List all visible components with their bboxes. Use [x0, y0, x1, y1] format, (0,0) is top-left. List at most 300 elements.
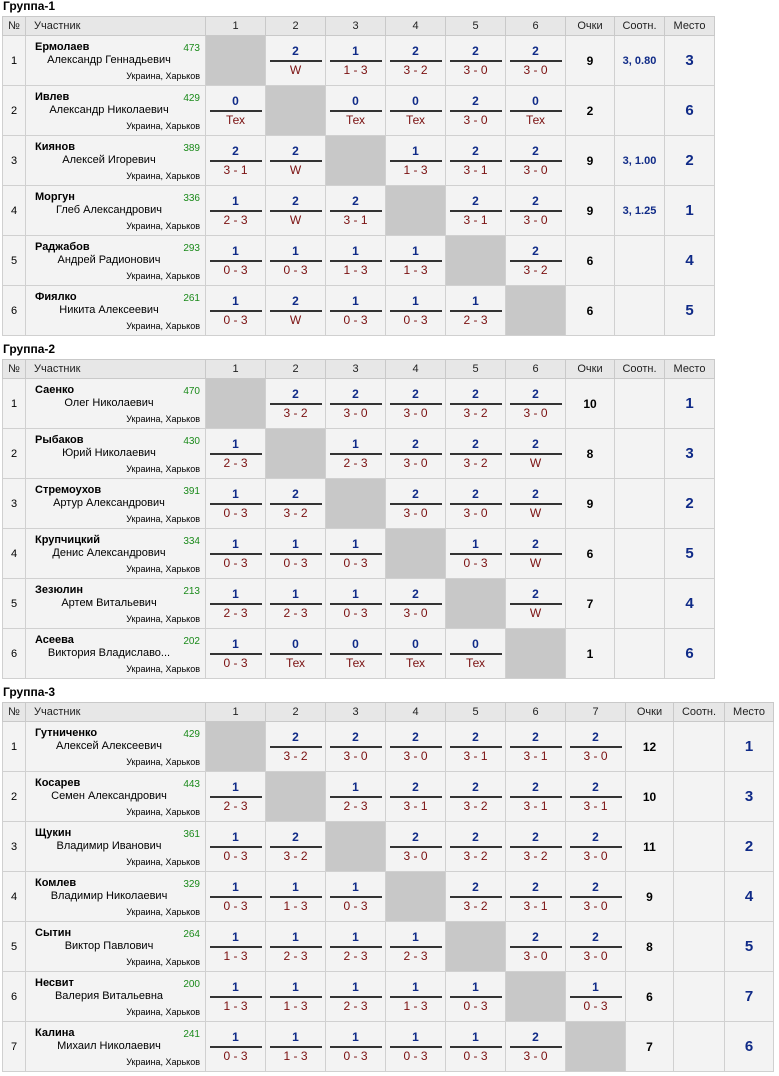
- match-cell[interactable]: [446, 36, 506, 86]
- match-score: 0 - 3: [223, 849, 248, 863]
- match-score: 1 - 3: [403, 999, 428, 1013]
- player-cell[interactable]: [26, 529, 206, 579]
- header-row: [3, 360, 715, 379]
- score-divider: [330, 603, 382, 605]
- player-last-name[interactable]: Комлев: [35, 877, 77, 889]
- match-cell[interactable]: [266, 972, 326, 1022]
- self-match-cell: [506, 972, 566, 1022]
- player-last-name[interactable]: Фиялко: [35, 291, 77, 303]
- match-score: 3 - 2: [463, 456, 488, 470]
- match-points: 1: [232, 830, 239, 844]
- match-cell[interactable]: [506, 379, 566, 429]
- match-cell[interactable]: [566, 922, 626, 972]
- match-cell[interactable]: [266, 186, 326, 236]
- player-rating: 241: [183, 1029, 200, 1040]
- match-cell[interactable]: [206, 529, 266, 579]
- match-cell[interactable]: [446, 872, 506, 922]
- score-divider: [390, 260, 442, 262]
- player-last-name[interactable]: Несвит: [35, 977, 74, 989]
- player-last-name[interactable]: Раджабов: [35, 241, 90, 253]
- match-cell[interactable]: [386, 136, 446, 186]
- player-cell[interactable]: [26, 972, 206, 1022]
- player-cell[interactable]: [26, 1022, 206, 1072]
- player-cell[interactable]: [26, 922, 206, 972]
- match-score: Тех: [345, 656, 366, 670]
- player-rating: 429: [183, 93, 200, 104]
- score-divider: [210, 653, 262, 655]
- match-cell[interactable]: [506, 922, 566, 972]
- match-points: 2: [532, 437, 539, 451]
- table-row: [3, 479, 715, 529]
- match-score: 3 - 0: [403, 456, 428, 470]
- row-number: 6: [3, 629, 26, 679]
- match-points: 2: [532, 194, 539, 208]
- match-score: W: [529, 606, 542, 620]
- match-score: 3 - 2: [463, 406, 488, 420]
- match-score: 2 - 3: [463, 313, 488, 327]
- match-cell[interactable]: [446, 529, 506, 579]
- score-divider: [390, 796, 442, 798]
- score-divider: [450, 110, 502, 112]
- self-match-cell: [446, 922, 506, 972]
- match-cell[interactable]: [386, 86, 446, 136]
- match-cell[interactable]: [566, 822, 626, 872]
- total-points: 8: [626, 922, 674, 972]
- match-score: 0 - 3: [283, 263, 308, 277]
- match-score: 3 - 2: [523, 849, 548, 863]
- match-cell[interactable]: [326, 972, 386, 1022]
- match-cell[interactable]: [506, 822, 566, 872]
- table-row: [3, 1022, 774, 1072]
- match-cell[interactable]: [506, 479, 566, 529]
- player-last-name[interactable]: Щукин: [35, 827, 72, 839]
- row-number: 3: [3, 822, 26, 872]
- match-cell[interactable]: [326, 722, 386, 772]
- score-divider: [390, 310, 442, 312]
- match-result: [266, 930, 325, 963]
- score-divider: [330, 60, 382, 62]
- score-divider: [330, 996, 382, 998]
- match-score: 3 - 2: [463, 849, 488, 863]
- match-cell[interactable]: [326, 86, 386, 136]
- match-cell[interactable]: [326, 1022, 386, 1072]
- match-cell[interactable]: [566, 872, 626, 922]
- player-first-name: Глеб Александрович: [56, 204, 162, 216]
- match-cell[interactable]: [566, 772, 626, 822]
- match-cell[interactable]: [326, 529, 386, 579]
- score-divider: [270, 846, 322, 848]
- header-ratio: Соотн.: [674, 703, 725, 722]
- match-points: 2: [292, 730, 299, 744]
- player-last-name[interactable]: Калина: [35, 1027, 75, 1039]
- match-cell[interactable]: [206, 186, 266, 236]
- score-divider: [450, 996, 502, 998]
- score-divider: [210, 996, 262, 998]
- match-cell[interactable]: [386, 1022, 446, 1072]
- score-divider: [510, 403, 562, 405]
- match-result: [386, 1030, 445, 1063]
- match-cell[interactable]: [386, 236, 446, 286]
- match-cell[interactable]: [326, 922, 386, 972]
- row-number: 5: [3, 236, 26, 286]
- match-cell[interactable]: [386, 429, 446, 479]
- match-points: 2: [472, 44, 479, 58]
- match-cell[interactable]: [266, 822, 326, 872]
- group-spacer: [0, 679, 779, 686]
- match-cell[interactable]: [206, 429, 266, 479]
- player-rating: 429: [183, 729, 200, 740]
- match-cell[interactable]: [386, 379, 446, 429]
- tiebreak-ratio: [615, 429, 665, 479]
- match-cell[interactable]: [386, 579, 446, 629]
- match-cell[interactable]: [446, 186, 506, 236]
- match-result: [446, 387, 505, 420]
- player-location: Украина, Харьков: [126, 614, 200, 624]
- match-result: [446, 1030, 505, 1063]
- player-last-name[interactable]: Зезюлин: [35, 584, 83, 596]
- match-cell[interactable]: [326, 379, 386, 429]
- group-title: Группа-1: [3, 0, 56, 13]
- match-result: [566, 930, 625, 963]
- match-cell[interactable]: [566, 972, 626, 1022]
- match-cell[interactable]: [206, 86, 266, 136]
- match-cell[interactable]: [206, 1022, 266, 1072]
- match-cell[interactable]: [506, 86, 566, 136]
- match-cell[interactable]: [506, 772, 566, 822]
- player-first-name: Александр Геннадьевич: [47, 54, 171, 66]
- match-cell[interactable]: [506, 872, 566, 922]
- player-cell[interactable]: [26, 379, 206, 429]
- match-result: [446, 780, 505, 813]
- header-opponent-col: 6: [506, 17, 566, 36]
- match-points: 0: [412, 637, 419, 651]
- player-cell[interactable]: [26, 629, 206, 679]
- match-cell[interactable]: [386, 922, 446, 972]
- player-last-name[interactable]: Моргун: [35, 191, 75, 203]
- match-cell[interactable]: [326, 286, 386, 336]
- score-divider: [390, 846, 442, 848]
- match-cell[interactable]: [206, 236, 266, 286]
- match-result: [326, 437, 385, 470]
- match-score: Тех: [285, 656, 306, 670]
- match-points: 1: [232, 294, 239, 308]
- final-place: 3: [665, 429, 715, 479]
- score-divider: [210, 846, 262, 848]
- match-result: [386, 144, 445, 177]
- score-divider: [450, 746, 502, 748]
- player-rating: 334: [183, 536, 200, 547]
- match-cell[interactable]: [446, 629, 506, 679]
- header-place: Место: [725, 703, 774, 722]
- player-first-name: Андрей Радионович: [57, 254, 161, 266]
- final-place: 6: [665, 629, 715, 679]
- player-last-name[interactable]: Киянов: [35, 141, 76, 153]
- player-cell[interactable]: [26, 579, 206, 629]
- header-place: Место: [665, 17, 715, 36]
- match-score: 3 - 0: [583, 949, 608, 963]
- match-result: [266, 294, 325, 327]
- match-score: 0 - 3: [583, 999, 608, 1013]
- player-last-name[interactable]: Косарев: [35, 777, 81, 789]
- match-result: [506, 194, 565, 227]
- match-cell[interactable]: [506, 579, 566, 629]
- score-divider: [510, 453, 562, 455]
- match-cell[interactable]: [326, 236, 386, 286]
- match-result: [206, 980, 265, 1013]
- match-points: 2: [472, 880, 479, 894]
- match-score: 0 - 3: [223, 506, 248, 520]
- match-points: 2: [232, 144, 239, 158]
- match-cell[interactable]: [266, 136, 326, 186]
- match-result: [326, 587, 385, 620]
- match-cell[interactable]: [506, 429, 566, 479]
- match-cell[interactable]: [506, 186, 566, 236]
- total-points: 6: [566, 286, 615, 336]
- player-location: Украина, Харьков: [126, 464, 200, 474]
- player-cell[interactable]: [26, 36, 206, 86]
- match-cell[interactable]: [386, 822, 446, 872]
- player-rating: 443: [183, 779, 200, 790]
- match-cell[interactable]: [266, 579, 326, 629]
- match-cell[interactable]: [446, 286, 506, 336]
- match-score: 0 - 3: [343, 899, 368, 913]
- match-cell[interactable]: [266, 286, 326, 336]
- match-score: 2 - 3: [223, 456, 248, 470]
- tiebreak-ratio: [615, 379, 665, 429]
- match-result: [266, 830, 325, 863]
- match-result: [266, 194, 325, 227]
- match-cell[interactable]: [206, 822, 266, 872]
- score-divider: [270, 553, 322, 555]
- player-last-name[interactable]: Сытин: [35, 927, 72, 939]
- score-divider: [510, 60, 562, 62]
- match-cell[interactable]: [266, 1022, 326, 1072]
- match-score: 0 - 3: [343, 556, 368, 570]
- player-last-name[interactable]: Асеева: [35, 634, 74, 646]
- match-cell[interactable]: [266, 922, 326, 972]
- player-location: Украина, Харьков: [126, 414, 200, 424]
- match-cell[interactable]: [446, 1022, 506, 1072]
- match-cell[interactable]: [446, 479, 506, 529]
- match-points: 0: [412, 94, 419, 108]
- match-cell[interactable]: [326, 579, 386, 629]
- row-number: 6: [3, 972, 26, 1022]
- match-cell[interactable]: [386, 629, 446, 679]
- match-cell[interactable]: [446, 379, 506, 429]
- header-opponent-col: 3: [326, 17, 386, 36]
- match-score: 3 - 0: [403, 749, 428, 763]
- match-cell[interactable]: [386, 972, 446, 1022]
- match-points: 2: [292, 44, 299, 58]
- player-cell[interactable]: [26, 186, 206, 236]
- match-cell[interactable]: [266, 722, 326, 772]
- match-cell[interactable]: [206, 872, 266, 922]
- match-result: [566, 880, 625, 913]
- player-first-name: Олег Николаевич: [64, 397, 154, 409]
- match-cell[interactable]: [206, 772, 266, 822]
- table-row: [3, 286, 715, 336]
- match-points: 1: [292, 537, 299, 551]
- match-cell[interactable]: [266, 379, 326, 429]
- player-cell[interactable]: [26, 872, 206, 922]
- self-match-cell: [326, 822, 386, 872]
- score-divider: [450, 846, 502, 848]
- match-score: 3 - 0: [523, 213, 548, 227]
- match-cell[interactable]: [566, 722, 626, 772]
- total-points: 6: [566, 236, 615, 286]
- score-divider: [390, 946, 442, 948]
- score-divider: [450, 653, 502, 655]
- score-divider: [510, 946, 562, 948]
- match-cell[interactable]: [386, 479, 446, 529]
- tiebreak-ratio: [674, 872, 725, 922]
- player-cell[interactable]: [26, 236, 206, 286]
- match-score: 3 - 0: [583, 899, 608, 913]
- match-cell[interactable]: [326, 186, 386, 236]
- match-points: 1: [232, 637, 239, 651]
- match-cell[interactable]: [266, 479, 326, 529]
- match-points: 2: [412, 487, 419, 501]
- match-score: Тех: [225, 113, 246, 127]
- match-score: 3 - 2: [463, 899, 488, 913]
- row-number: 1: [3, 379, 26, 429]
- match-cell[interactable]: [446, 136, 506, 186]
- match-cell[interactable]: [266, 36, 326, 86]
- player-cell[interactable]: [26, 822, 206, 872]
- player-cell[interactable]: [26, 479, 206, 529]
- table-row: [3, 822, 774, 872]
- player-last-name[interactable]: Саенко: [35, 384, 75, 396]
- match-cell[interactable]: [266, 529, 326, 579]
- match-cell[interactable]: [206, 629, 266, 679]
- score-divider: [330, 110, 382, 112]
- match-cell[interactable]: [326, 629, 386, 679]
- table-row: [3, 579, 715, 629]
- match-result: [326, 294, 385, 327]
- player-last-name[interactable]: Крупчицкий: [35, 534, 100, 546]
- player-cell[interactable]: [26, 772, 206, 822]
- match-score: 3 - 2: [523, 263, 548, 277]
- match-cell[interactable]: [506, 529, 566, 579]
- header-opponent-col: 5: [446, 360, 506, 379]
- score-divider: [270, 503, 322, 505]
- self-match-cell: [266, 429, 326, 479]
- player-rating: 336: [183, 193, 200, 204]
- player-last-name[interactable]: Рыбаков: [35, 434, 84, 446]
- match-cell[interactable]: [326, 36, 386, 86]
- total-points: 8: [566, 429, 615, 479]
- match-cell[interactable]: [386, 722, 446, 772]
- match-cell[interactable]: [506, 236, 566, 286]
- row-number: 4: [3, 186, 26, 236]
- match-score: 3 - 0: [583, 849, 608, 863]
- player-rating: 264: [183, 929, 200, 940]
- match-cell[interactable]: [206, 479, 266, 529]
- player-location: Украина, Харьков: [126, 1057, 200, 1067]
- player-cell[interactable]: [26, 429, 206, 479]
- player-first-name: Валерия Витальевна: [54, 990, 164, 1002]
- match-cell[interactable]: [506, 36, 566, 86]
- match-cell[interactable]: [326, 872, 386, 922]
- match-cell[interactable]: [266, 236, 326, 286]
- match-cell[interactable]: [446, 972, 506, 1022]
- score-divider: [510, 1046, 562, 1048]
- match-cell[interactable]: [446, 86, 506, 136]
- match-score: 3 - 1: [463, 163, 488, 177]
- match-score: 2 - 3: [283, 949, 308, 963]
- match-cell[interactable]: [206, 136, 266, 186]
- header-opponent-col: 1: [206, 17, 266, 36]
- player-last-name[interactable]: Ивлев: [35, 91, 70, 103]
- match-cell[interactable]: [506, 136, 566, 186]
- match-cell[interactable]: [206, 579, 266, 629]
- match-points: 2: [292, 194, 299, 208]
- match-cell[interactable]: [206, 286, 266, 336]
- match-cell[interactable]: [266, 629, 326, 679]
- match-cell[interactable]: [386, 36, 446, 86]
- match-points: 2: [532, 930, 539, 944]
- score-divider: [510, 896, 562, 898]
- match-cell[interactable]: [386, 286, 446, 336]
- match-cell[interactable]: [446, 429, 506, 479]
- group-block: [0, 343, 779, 679]
- match-points: 2: [472, 94, 479, 108]
- match-result: [386, 244, 445, 277]
- match-result: [206, 244, 265, 277]
- match-cell[interactable]: [206, 972, 266, 1022]
- final-place: 2: [665, 136, 715, 186]
- player-cell[interactable]: [26, 722, 206, 772]
- match-points: 1: [232, 880, 239, 894]
- match-score: 3 - 0: [523, 949, 548, 963]
- player-first-name: Артур Александрович: [53, 497, 165, 509]
- match-points: 2: [532, 44, 539, 58]
- row-number: 5: [3, 579, 26, 629]
- group-block: [0, 686, 779, 1072]
- match-cell[interactable]: [326, 772, 386, 822]
- player-cell[interactable]: [26, 136, 206, 186]
- total-points: 2: [566, 86, 615, 136]
- match-cell[interactable]: [506, 722, 566, 772]
- match-cell[interactable]: [266, 872, 326, 922]
- match-cell[interactable]: [326, 429, 386, 479]
- match-score: 1 - 3: [283, 899, 308, 913]
- match-score: W: [289, 63, 302, 77]
- match-cell[interactable]: [386, 772, 446, 822]
- match-cell[interactable]: [446, 772, 506, 822]
- match-points: 2: [292, 387, 299, 401]
- match-points: 1: [352, 980, 359, 994]
- player-cell[interactable]: [26, 86, 206, 136]
- header-participant: Участник: [26, 360, 206, 379]
- score-divider: [450, 453, 502, 455]
- score-divider: [330, 946, 382, 948]
- player-last-name[interactable]: Стремоухов: [35, 484, 102, 496]
- match-cell[interactable]: [446, 822, 506, 872]
- match-score: W: [289, 313, 302, 327]
- player-last-name[interactable]: Ермолаев: [35, 41, 90, 53]
- score-divider: [510, 210, 562, 212]
- match-cell[interactable]: [206, 922, 266, 972]
- match-result: [506, 144, 565, 177]
- score-divider: [330, 896, 382, 898]
- player-cell[interactable]: [26, 286, 206, 336]
- match-cell[interactable]: [446, 722, 506, 772]
- header-opponent-col: 6: [506, 703, 566, 722]
- match-cell[interactable]: [506, 1022, 566, 1072]
- player-last-name[interactable]: Гутниченко: [35, 727, 98, 739]
- match-result: [266, 244, 325, 277]
